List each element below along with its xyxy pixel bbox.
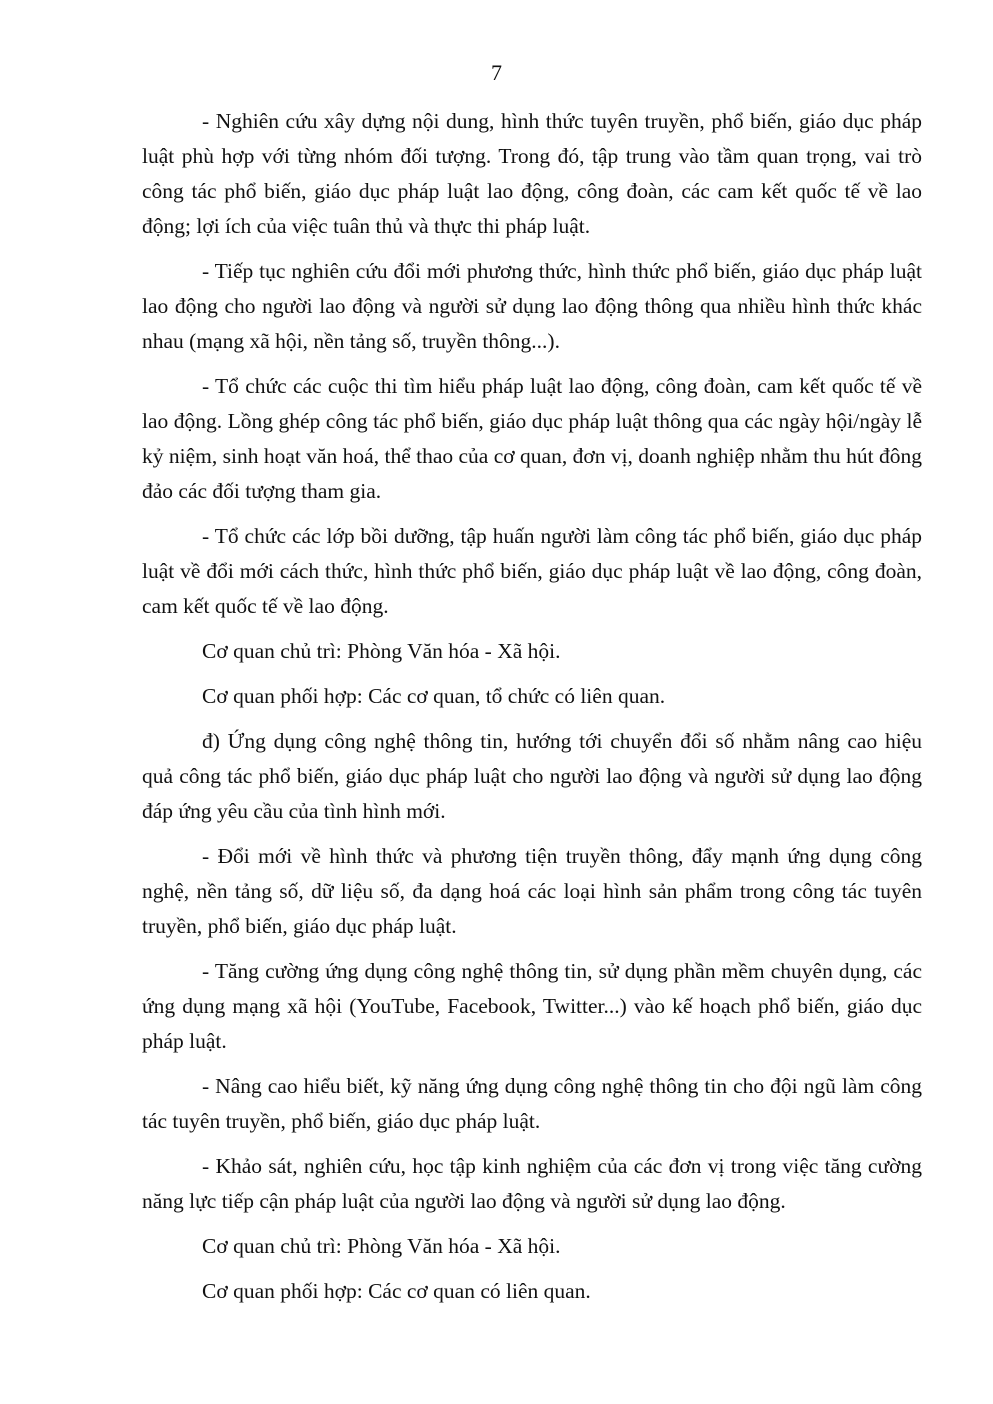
paragraph-lead-agency-2: Cơ quan chủ trì: Phòng Văn hóa - Xã hội. (202, 1234, 561, 1258)
paragraph-skills-improvement: - Nâng cao hiểu biết, kỹ năng ứng dụng công nghệ thông tin cho đội ngũ làm công tác tuyên truyền, phổ biến, giáo dục pháp luật. (142, 1074, 922, 1133)
paragraph-media-innovation: - Đổi mới về hình thức và phương tiện truyền thông, đẩy mạnh ứng dụng công nghệ, nền tảng số, dữ liệu số, đa dạng hoá các loại hình sản phẩm trong công tác tuyên truyền, phổ biến, giáo dục pháp luật. (142, 844, 922, 938)
paragraph-coordinating-agency: Cơ quan phối hợp: Các cơ quan, tổ chức có liên quan. (202, 684, 666, 708)
paragraph-coordinating-agency-2: Cơ quan phối hợp: Các cơ quan có liên quan. (202, 1279, 591, 1303)
page-number: 7 (491, 60, 502, 85)
paragraph-training-classes: - Tổ chức các lớp bồi dưỡng, tập huấn người làm công tác phổ biến, giáo dục pháp luật về đổi mới cách thức, hình thức phổ biến, giáo dục pháp luật về lao động, công đoàn, cam kết quốc tế về lao động. (142, 524, 922, 618)
document-body (142, 104, 922, 1319)
paragraph-software-social-media: - Tăng cường ứng dụng công nghệ thông tin, sử dụng phần mềm chuyên dụng, các ứng dụng mạng xã hội (YouTube, Facebook, Twitter...) vào kế hoạch phổ biến, giáo dục pháp luật. (142, 959, 922, 1053)
paragraph-section-d-it-application: đ) Ứng dụng công nghệ thông tin, hướng tới chuyển đổi số nhằm nâng cao hiệu quả công tác phổ biến, giáo dục pháp luật cho người lao động và người sử dụng lao động đáp ứng yêu cầu của tình hình mới. (142, 729, 922, 823)
paragraph-content-development: - Nghiên cứu xây dựng nội dung, hình thức tuyên truyền, phổ biến, giáo dục pháp luật phù hợp với từng nhóm đối tượng. Trong đó, tập trung vào tầm quan trọng, vai trò công tác phổ biến, giáo dục pháp luật lao động, công đoàn, các cam kết quốc tế về lao động; lợi ích của việc tuân thủ và thực thi pháp luật. (142, 109, 922, 238)
paragraph-method-innovation: - Tiếp tục nghiên cứu đổi mới phương thức, hình thức phổ biến, giáo dục pháp luật lao động cho người lao động và người sử dụng lao động thông qua nhiều hình thức khác nhau (mạng xã hội, nền tảng số, truyền thông...). (142, 259, 922, 353)
paragraph-lead-agency: Cơ quan chủ trì: Phòng Văn hóa - Xã hội. (202, 639, 561, 663)
paragraph-survey-research: - Khảo sát, nghiên cứu, học tập kinh nghiệm của các đơn vị trong việc tăng cường năng lực tiếp cận pháp luật của người lao động và người sử dụng lao động. (142, 1154, 922, 1213)
paragraph-contests: - Tổ chức các cuộc thi tìm hiểu pháp luật lao động, công đoàn, cam kết quốc tế về lao động. Lồng ghép công tác phổ biến, giáo dục pháp luật thông qua các ngày hội/ngày lễ kỷ niệm, sinh hoạt văn hoá, thể thao của cơ quan, đơn vị, doanh nghiệp nhằm thu hút đông đảo các đối tượng tham gia. (142, 374, 922, 503)
